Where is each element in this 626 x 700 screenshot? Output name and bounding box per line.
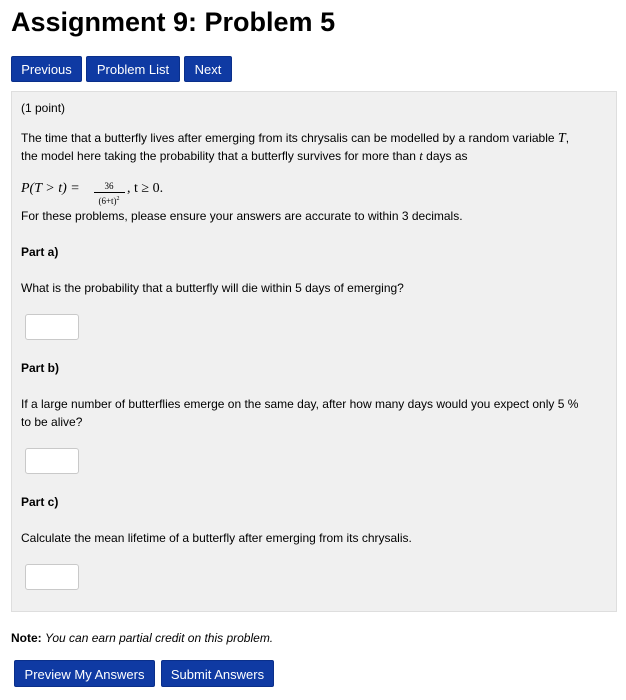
part-c-label: Part c) [21,495,59,509]
problem-intro-line1 [21,129,569,148]
formula-condition: , t ≥ 0. [127,181,164,196]
part-c-answer-input[interactable] [25,564,79,590]
part-a-answer-input[interactable] [25,314,79,340]
problem-panel [11,91,617,612]
formula-denominator [92,194,126,206]
denominator-base: (6+t) [98,196,117,206]
intro-line2-text-1: the model here taking the probability that a butterfly survives for more than [21,149,420,163]
page-title: Assignment 9: Problem 5 [11,7,336,37]
submit-answers-button[interactable]: Submit Answers [161,660,274,687]
note-label: Note: [11,631,42,645]
next-button[interactable]: Next [184,56,232,82]
problem-intro-line2 [21,147,468,165]
preview-answers-button[interactable]: Preview My Answers [14,660,155,687]
partial-credit-note [11,629,273,647]
part-c-question: Calculate the mean lifetime of a butterfly after emerging from its chrysalis. [21,531,412,545]
intro-text-1: The time that a butterfly lives after emerging from its chrysalis can be modelled by a random variable [21,131,558,145]
problem-list-button[interactable]: Problem List [86,56,180,82]
part-a-question: What is the probability that a butterfly will die within 5 days of emerging? [21,281,404,295]
intro-variable-t: t [419,148,423,163]
formula-numerator: 36 [104,181,114,191]
previous-button[interactable]: Previous [11,56,82,82]
formula-lhs: P(T > t) = [21,181,80,196]
intro-text-2: , [565,131,570,145]
denominator-exponent: 2 [116,196,120,202]
fraction-bar [94,192,125,193]
note-text: You can earn partial credit on this problem. [45,631,274,645]
part-b-answer-input[interactable] [25,448,79,474]
part-b-question-line2: to be alive? [21,415,83,429]
part-b-question-line1: If a large number of butterflies emerge on the same day, after how many days would you expect only 5 % [21,397,579,411]
intro-line2-text-2: days as [422,149,468,163]
accuracy-note: For these problems, please ensure your answers are accurate to within 3 decimals. [21,209,463,223]
part-b-label: Part b) [21,361,60,375]
part-a-label: Part a) [21,245,59,259]
intro-variable-T: T [557,131,566,146]
points-label: (1 point) [21,101,66,115]
